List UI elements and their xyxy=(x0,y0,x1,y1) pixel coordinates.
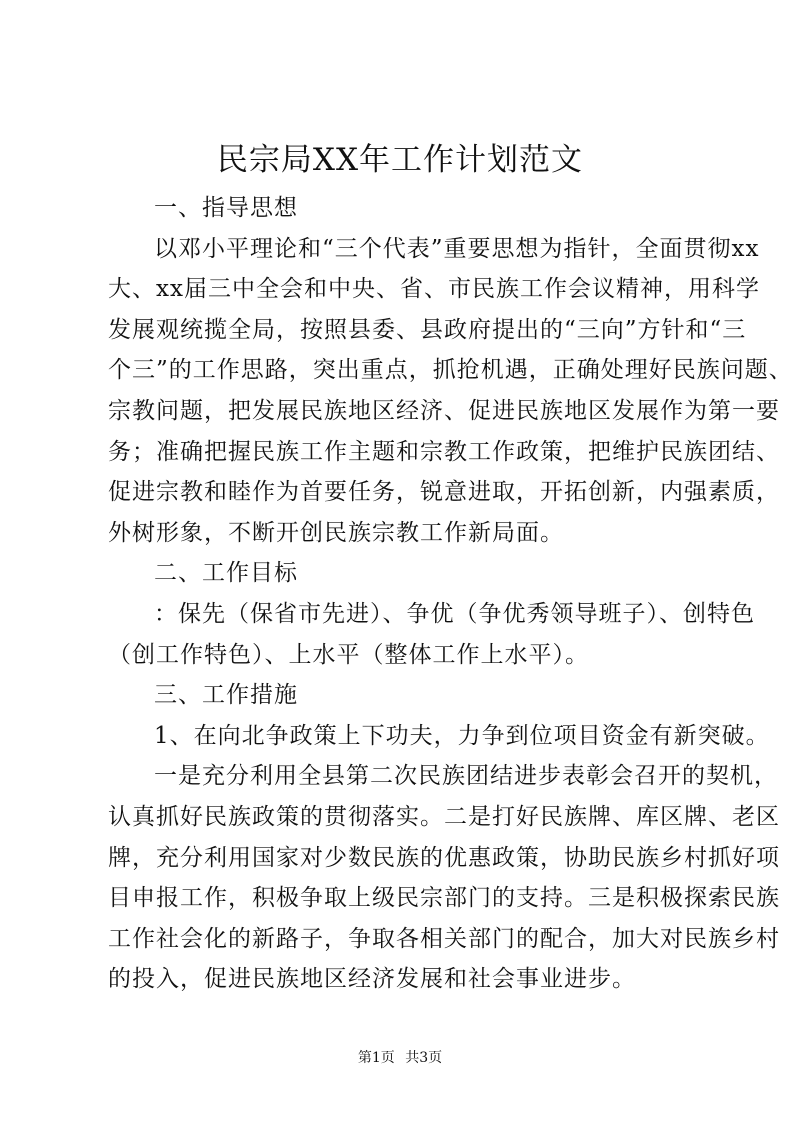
paragraph-line: 以邓小平理论和“三个代表”重要思想为指针，全面贯彻xx xyxy=(154,235,760,262)
paragraph-line: ：保先（保省市先进）、争优（争优秀领导班子）、创特色 xyxy=(154,600,755,627)
paragraph-line: 工作社会化的新路子，争取各相关部门的配合，加大对民族乡村 xyxy=(108,925,780,952)
section-heading-work-measures: 三、工作措施 xyxy=(154,682,298,709)
paragraph-line: （创工作特色）、上水平（整体工作上水平）。 xyxy=(108,641,589,668)
paragraph-line: 一是充分利用全县第二次民族团结进步表彰会召开的契机， xyxy=(154,763,778,790)
page-total: 共3页 xyxy=(405,1050,443,1066)
document-body xyxy=(108,188,793,1000)
section-heading-guiding-thought: 一、指导思想 xyxy=(154,195,298,221)
page-footer xyxy=(0,1048,800,1068)
paragraph-line: 牌，充分利用国家对少数民族的优惠政策，协助民族乡村抓好项 xyxy=(108,844,780,871)
paragraph-line: 宗教问题，把发展民族地区经济、促进民族地区发展作为第一要 xyxy=(108,397,780,424)
paragraph-line: 大、xx届三中全会和中央、省、市民族工作会议精神，用科学 xyxy=(108,276,760,303)
paragraph-line: 促进宗教和睦作为首要任务，锐意进取，开拓创新，内强素质， xyxy=(108,479,780,506)
paragraph-line: 的投入，促进民族地区经济发展和社会事业进步。 xyxy=(108,966,636,993)
document-title: 民宗局XX年工作计划范文 xyxy=(216,142,584,178)
page-number: 第1页 xyxy=(357,1050,395,1066)
paragraph-line: 目申报工作，积极争取上级民宗部门的支持。三是积极探索民族 xyxy=(108,885,780,912)
paragraph-line: 务；准确把握民族工作主题和宗教工作政策，把维护民族团结、 xyxy=(108,438,780,465)
paragraph-line: 发展观统揽全局，按照县委、县政府提出的“三向”方针和“三 xyxy=(108,316,747,343)
paragraph-line: 个三”的工作思路，突出重点，抓抢机遇，正确处理好民族问题、 xyxy=(108,357,793,384)
paragraph-line: 认真抓好民族政策的贯彻落实。二是打好民族牌、库区牌、老区 xyxy=(108,803,780,830)
paragraph-line: 外树形象，不断开创民族宗教工作新局面。 xyxy=(108,519,564,546)
section-heading-work-goals: 二、工作目标 xyxy=(154,560,298,587)
subheading-measure-1: 1、在向北争政策上下功夫，力争到位项目资金有新突破。 xyxy=(154,722,770,749)
